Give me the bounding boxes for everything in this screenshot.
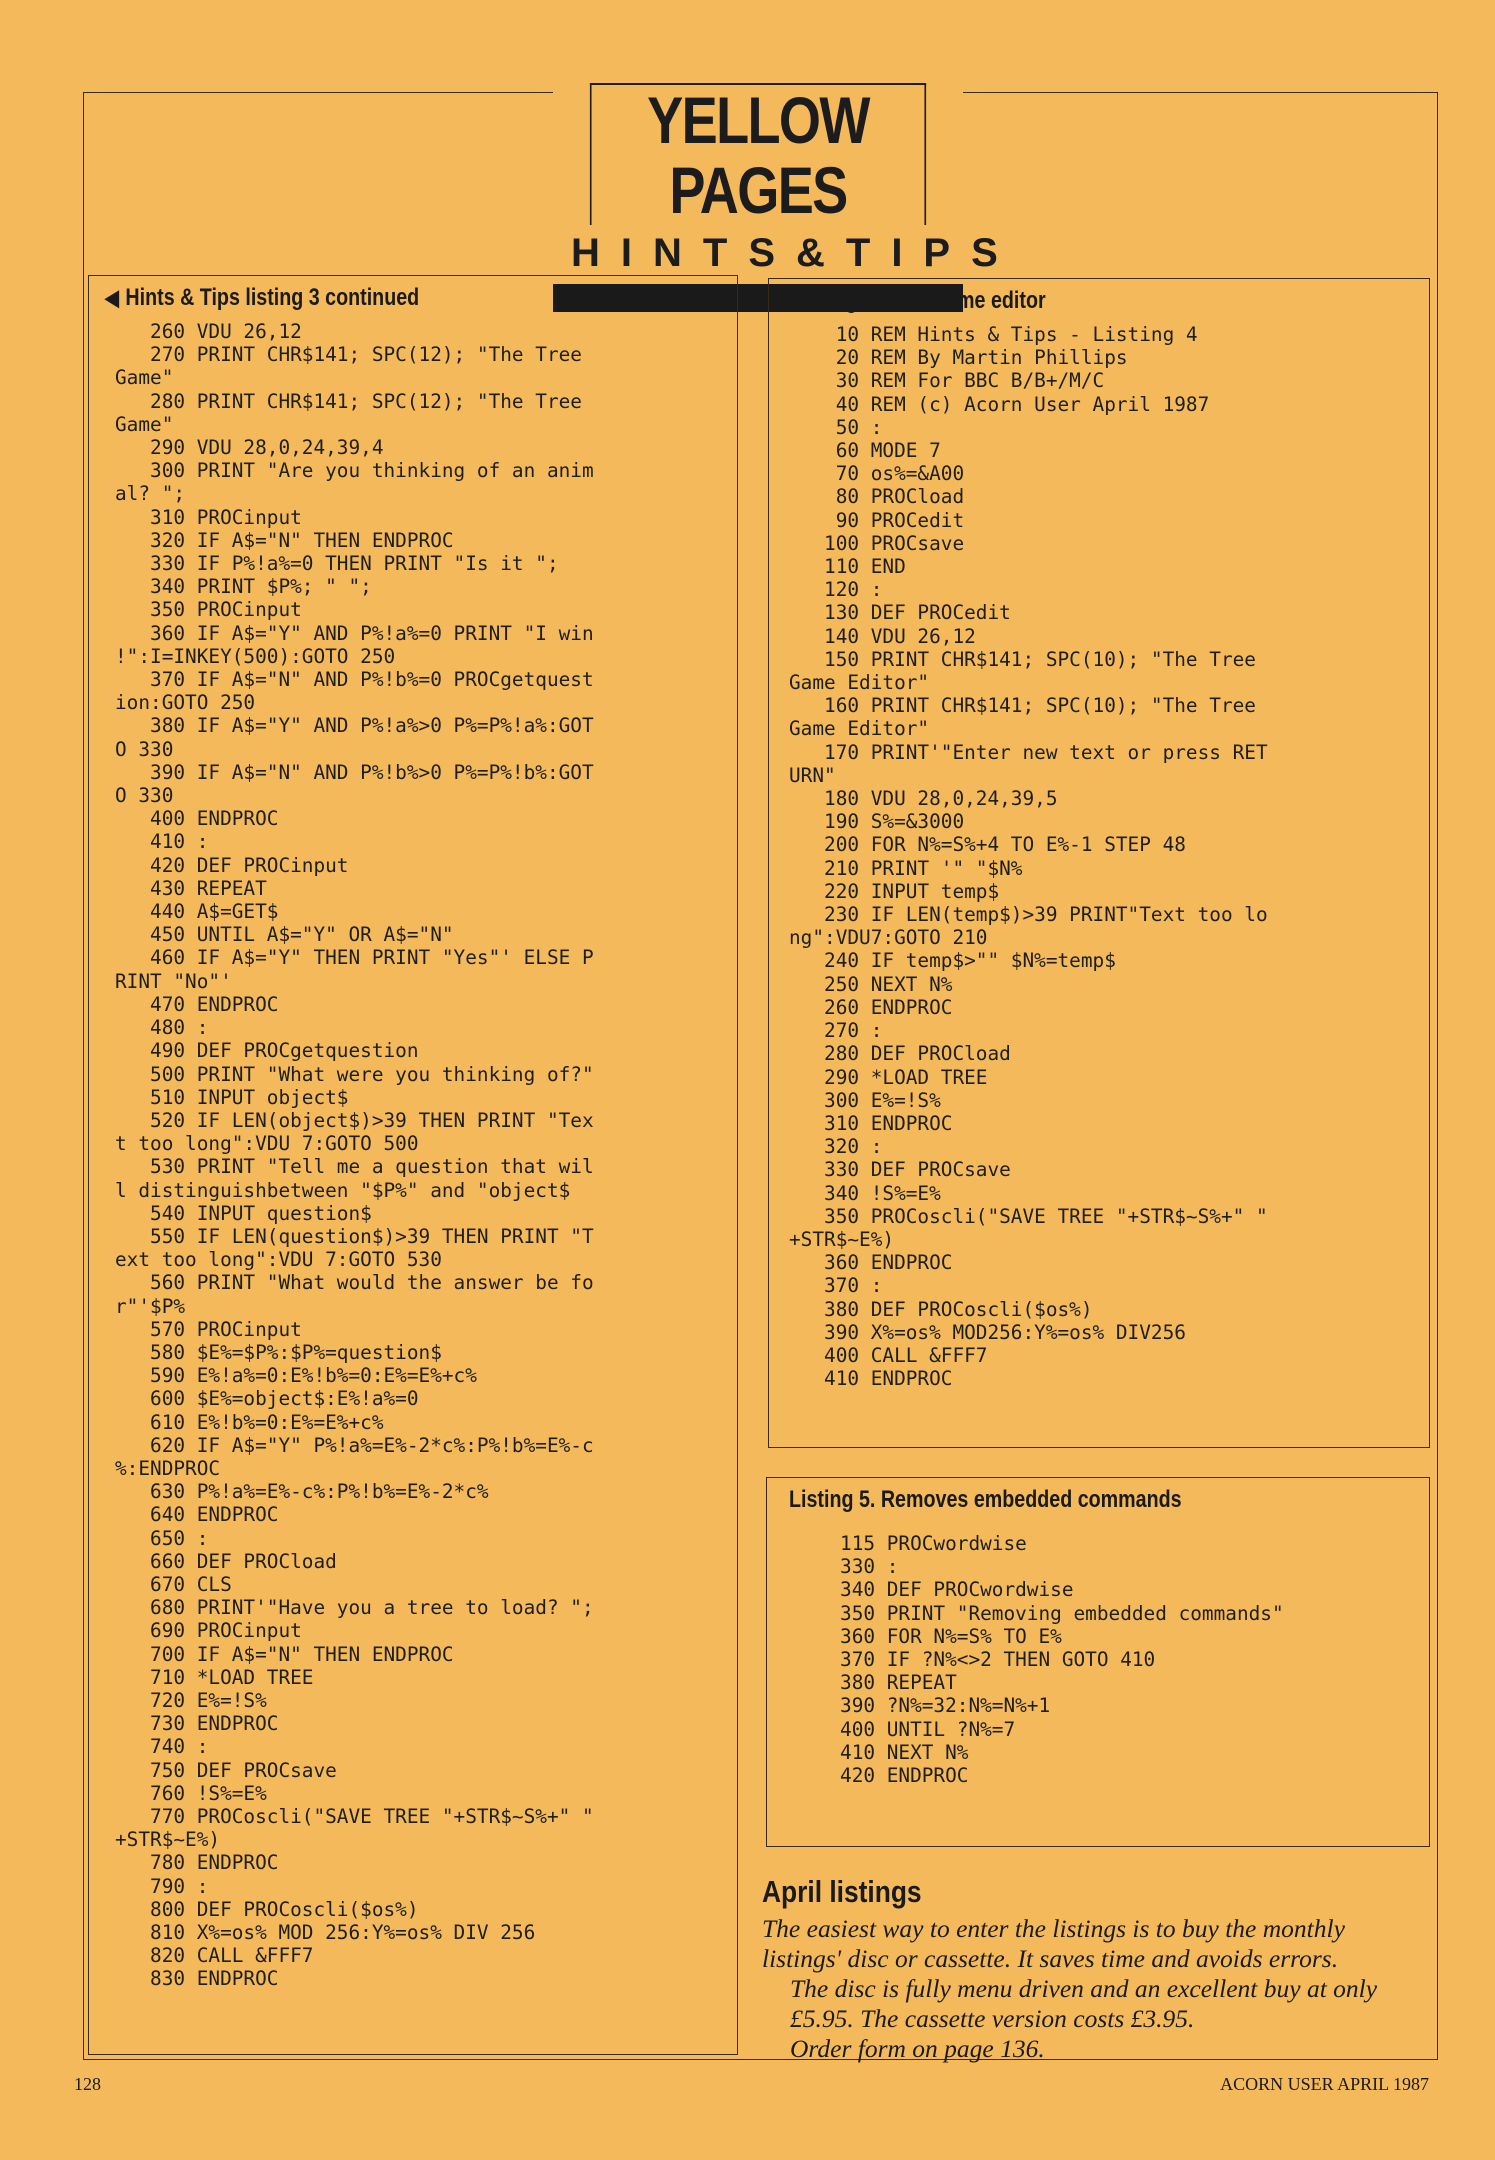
listing3-heading-row [105, 284, 623, 312]
listing5-code: 115 PROCwordwise 330 : 340 DEF PROCwordwise 350 PRINT "Removing embedded commands" 360 FOR N%=S% TO E% 370 IF ?N%<>2 THEN GOTO 410 380 REPEAT 390 ?N%=32:N%=N%+1 400 UNTIL ?N%=7 410 NEXT N% 420 ENDPROC [840, 1532, 1284, 1788]
april-para-1: The easiest way to enter the listings is to buy the monthly listings' disc or cassette. It saves time and avoids errors. [762, 1914, 1345, 1973]
listing4-heading: Listing 4. Tree Game editor [793, 287, 1046, 314]
listing4-box [768, 278, 1430, 1448]
masthead [553, 83, 1019, 275]
masthead-subtitle: HINTS&TIPS [571, 231, 1019, 275]
page-number: 128 [74, 2074, 101, 2094]
magazine-footer: ACORN USER APRIL 1987 [1220, 2074, 1429, 2094]
listing3-heading: Hints & Tips listing 3 continued [125, 284, 420, 311]
listing5-box [766, 1477, 1430, 1847]
april-listings [762, 1874, 1430, 2064]
april-para-3: Order form on page 136. [790, 2034, 1045, 2063]
listing5-heading: Listing 5. Removes embedded commands [789, 1486, 1182, 1513]
april-para-2: The disc is fully menu driven and an excellent buy at only £5.95. The cassette version costs £3.95. [790, 1974, 1378, 2033]
listing3-code: 260 VDU 26,12 270 PRINT CHR$141; SPC(12); "The Tree Game" 280 PRINT CHR$141; SPC(12); "The Tree Game" 290 VDU 28,0,24,39,4 300 PRINT "Are you thinking of an anim al? "; 310 PROCinput 320 IF A$="N" THEN ENDPROC 330 IF P%!a%=0 THEN PRINT "Is it "; 340 PRINT $P%; " "; 350 PROCinput 360 IF A$="Y" AND P%!a%=0 PRINT "I win !":I=INKEY(500):GOTO 250 370 IF A$="N" AND P%!b%=0 PROCgetquest ion:GOTO 250 380 IF A$="Y" AND P%!a%>0 P%=P%!a%:GOT O 330 390 IF A$="N" AND P%!b%>0 P%=P%!b%:GOT O 330 400 ENDPROC 410 : 420 DEF PROCinput 430 REPEAT 440 A$=GET$ 450 UNTIL A$="Y" OR A$="N" 460 IF A$="Y" THEN PRINT "Yes"' ELSE P RINT "No"' 470 ENDPROC 480 : 490 DEF PROCgetquestion 500 PRINT "What were you thinking of?" 510 INPUT object$ 520 IF LEN(object$)>39 THEN PRINT "Tex t too long":VDU 7:GOTO 500 530 PRINT "Tell me a question that wil l distinguishbetween "$P%" and "object$ 540 INPUT question$ 550 IF LEN(question$)>39 THEN PRINT "T ext too long":VDU 7:GOTO 530 560 PRINT "What would the answer be fo r"'$P% 570 PROCinput 580 $E%=$P%:$P%=question$ 590 E%!a%=0:E%!b%=0:E%=E%+c% 600 $E%=object$:E%!a%=0 610 E%!b%=0:E%=E%+c% 620 IF A$="Y" P%!a%=E%-2*c%:P%!b%=E%-c %:ENDPROC 630 P%!a%=E%-c%:P%!b%=E%-2*c% 640 ENDPROC 650 : 660 DEF PROCload 670 CLS 680 PRINT'"Have you a tree to load? "; 690 PROCinput 700 IF A$="N" THEN ENDPROC 710 *LOAD TREE 720 E%=!S% 730 ENDPROC 740 : 750 DEF PROCsave 760 !S%=E% 770 PROCoscli("SAVE TREE "+STR$~S%+" " +STR$~E%) 780 ENDPROC 790 : 800 DEF PROCoscli($os%) 810 X%=os% MOD 256:Y%=os% DIV 256 820 CALL &FFF7 830 ENDPROC [115, 320, 594, 1991]
listing4-code: 10 REM Hints & Tips - Listing 4 20 REM By Martin Phillips 30 REM For BBC B/B+/M/C 40 REM (c) Acorn User April 1987 50 : 60 MODE 7 70 os%=&A00 80 PROCload 90 PROCedit 100 PROCsave 110 END 120 : 130 DEF PROCedit 140 VDU 26,12 150 PRINT CHR$141; SPC(10); "The Tree Game Editor" 160 PRINT CHR$141; SPC(10); "The Tree Game Editor" 170 PRINT'"Enter new text or press RET URN" 180 VDU 28,0,24,39,5 190 S%=&3000 200 FOR N%=S%+4 TO E%-1 STEP 48 210 PRINT '" "$N% 220 INPUT temp$ 230 IF LEN(temp$)>39 PRINT"Text too lo ng":VDU7:GOTO 210 240 IF temp$>"" $N%=temp$ 250 NEXT N% 260 ENDPROC 270 : 280 DEF PROCload 290 *LOAD TREE 300 E%=!S% 310 ENDPROC 320 : 330 DEF PROCsave 340 !S%=E% 350 PROCoscli("SAVE TREE "+STR$~S%+" " +STR$~E%) 360 ENDPROC 370 : 380 DEF PROCoscli($os%) 390 X%=os% MOD256:Y%=os% DIV256 400 CALL &FFF7 410 ENDPROC [789, 323, 1268, 1391]
listing3-box [88, 275, 738, 2055]
april-title: April listings [762, 1874, 922, 1909]
masthead-title: YELLOW PAGES [590, 83, 926, 225]
left-arrow-icon: ◀ [105, 285, 119, 310]
